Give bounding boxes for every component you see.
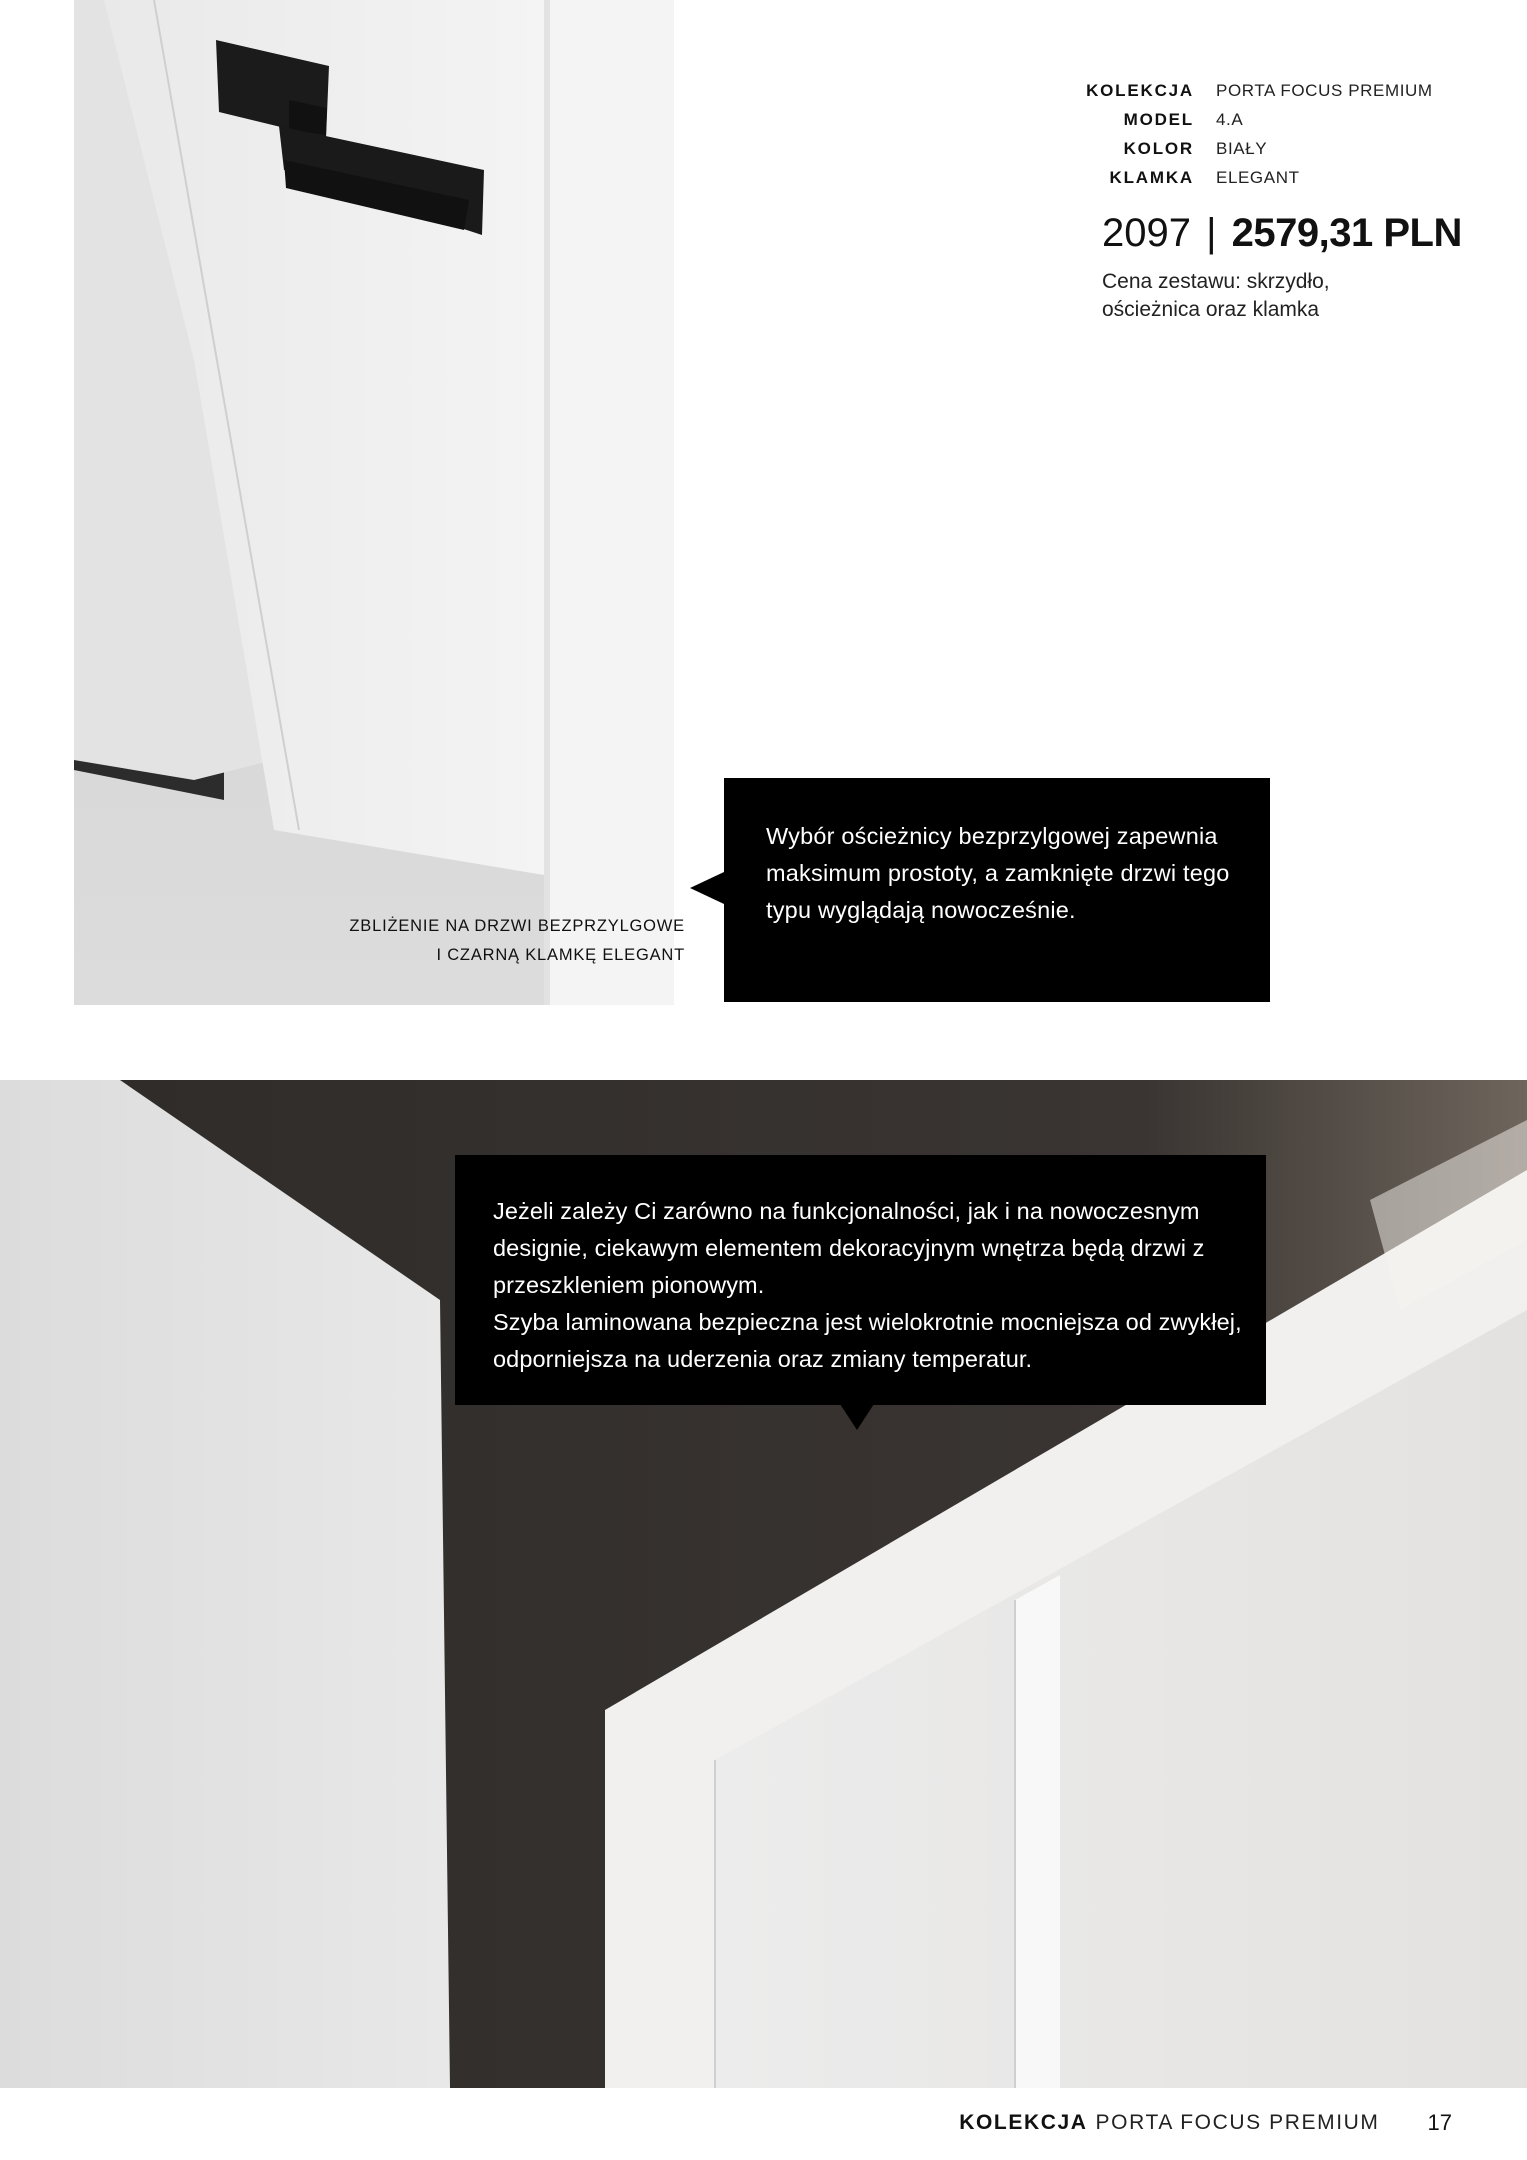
callout-vertical-glazing <box>455 1155 1266 1405</box>
price-line <box>1102 206 1462 260</box>
caption-line-1: ZBLIŻENIE NA DRZWI BEZPRZYLGOWE <box>349 917 685 935</box>
spec-label: KOLEKCJA <box>1086 80 1194 100</box>
door-closeup-photo <box>74 0 723 1005</box>
spec-label: MODEL <box>1123 109 1194 129</box>
callout-paragraph-1: Jeżeli zależy Ci zarówno na funkcjonalności, jak i na nowoczesnym designie, ciekawym elementem dekoracyjnym wnętrza będą drzwi z przeszkleniem pionowym. <box>493 1198 1205 1298</box>
spec-value: PORTA FOCUS PREMIUM <box>1216 80 1433 100</box>
page-footer <box>959 2108 1452 2138</box>
price-note: Cena zestawu: skrzydło, ościeżnica oraz klamka <box>1102 270 1330 321</box>
spec-row-color <box>1060 134 1480 163</box>
spec-row-handle <box>1060 163 1480 192</box>
spec-row-model <box>1060 105 1480 134</box>
set-price: 2579,31 PLN <box>1231 211 1462 255</box>
callout-pointer-down <box>840 1404 874 1430</box>
spec-value: BIAŁY <box>1216 138 1268 158</box>
spec-value: 4.A <box>1216 109 1244 129</box>
photo-caption <box>250 912 685 970</box>
callout-text <box>493 1193 1253 1378</box>
product-code: 2097 <box>1102 211 1191 255</box>
spec-value: ELEGANT <box>1216 167 1300 187</box>
page-number: 17 <box>1427 2110 1452 2135</box>
footer-collection: PORTA FOCUS PREMIUM <box>1095 2111 1380 2134</box>
spec-label: KOLOR <box>1123 138 1194 158</box>
footer-brand: KOLEKCJA <box>959 2111 1088 2134</box>
caption-line-2: I CZARNĄ KLAMKĘ ELEGANT <box>436 946 685 964</box>
callout-paragraph-2: Szyba laminowana bezpieczna jest wielokrotnie mocniejsza od zwykłej, odporniejsza na uderzenia oraz zmiany temperatur. <box>493 1309 1242 1372</box>
callout-frameless-frame <box>724 778 1270 1002</box>
spec-label: KLAMKA <box>1109 167 1194 187</box>
spec-row-collection <box>1060 76 1480 105</box>
callout-text: Wybór ościeżnicy bezprzylgowej zapewnia maksimum prostoty, a zamknięte drzwi tego typu wyglądają nowocześnie. <box>766 823 1230 923</box>
price-separator: | <box>1206 211 1217 255</box>
product-specs <box>1060 76 1480 192</box>
callout-pointer-left <box>690 872 724 904</box>
